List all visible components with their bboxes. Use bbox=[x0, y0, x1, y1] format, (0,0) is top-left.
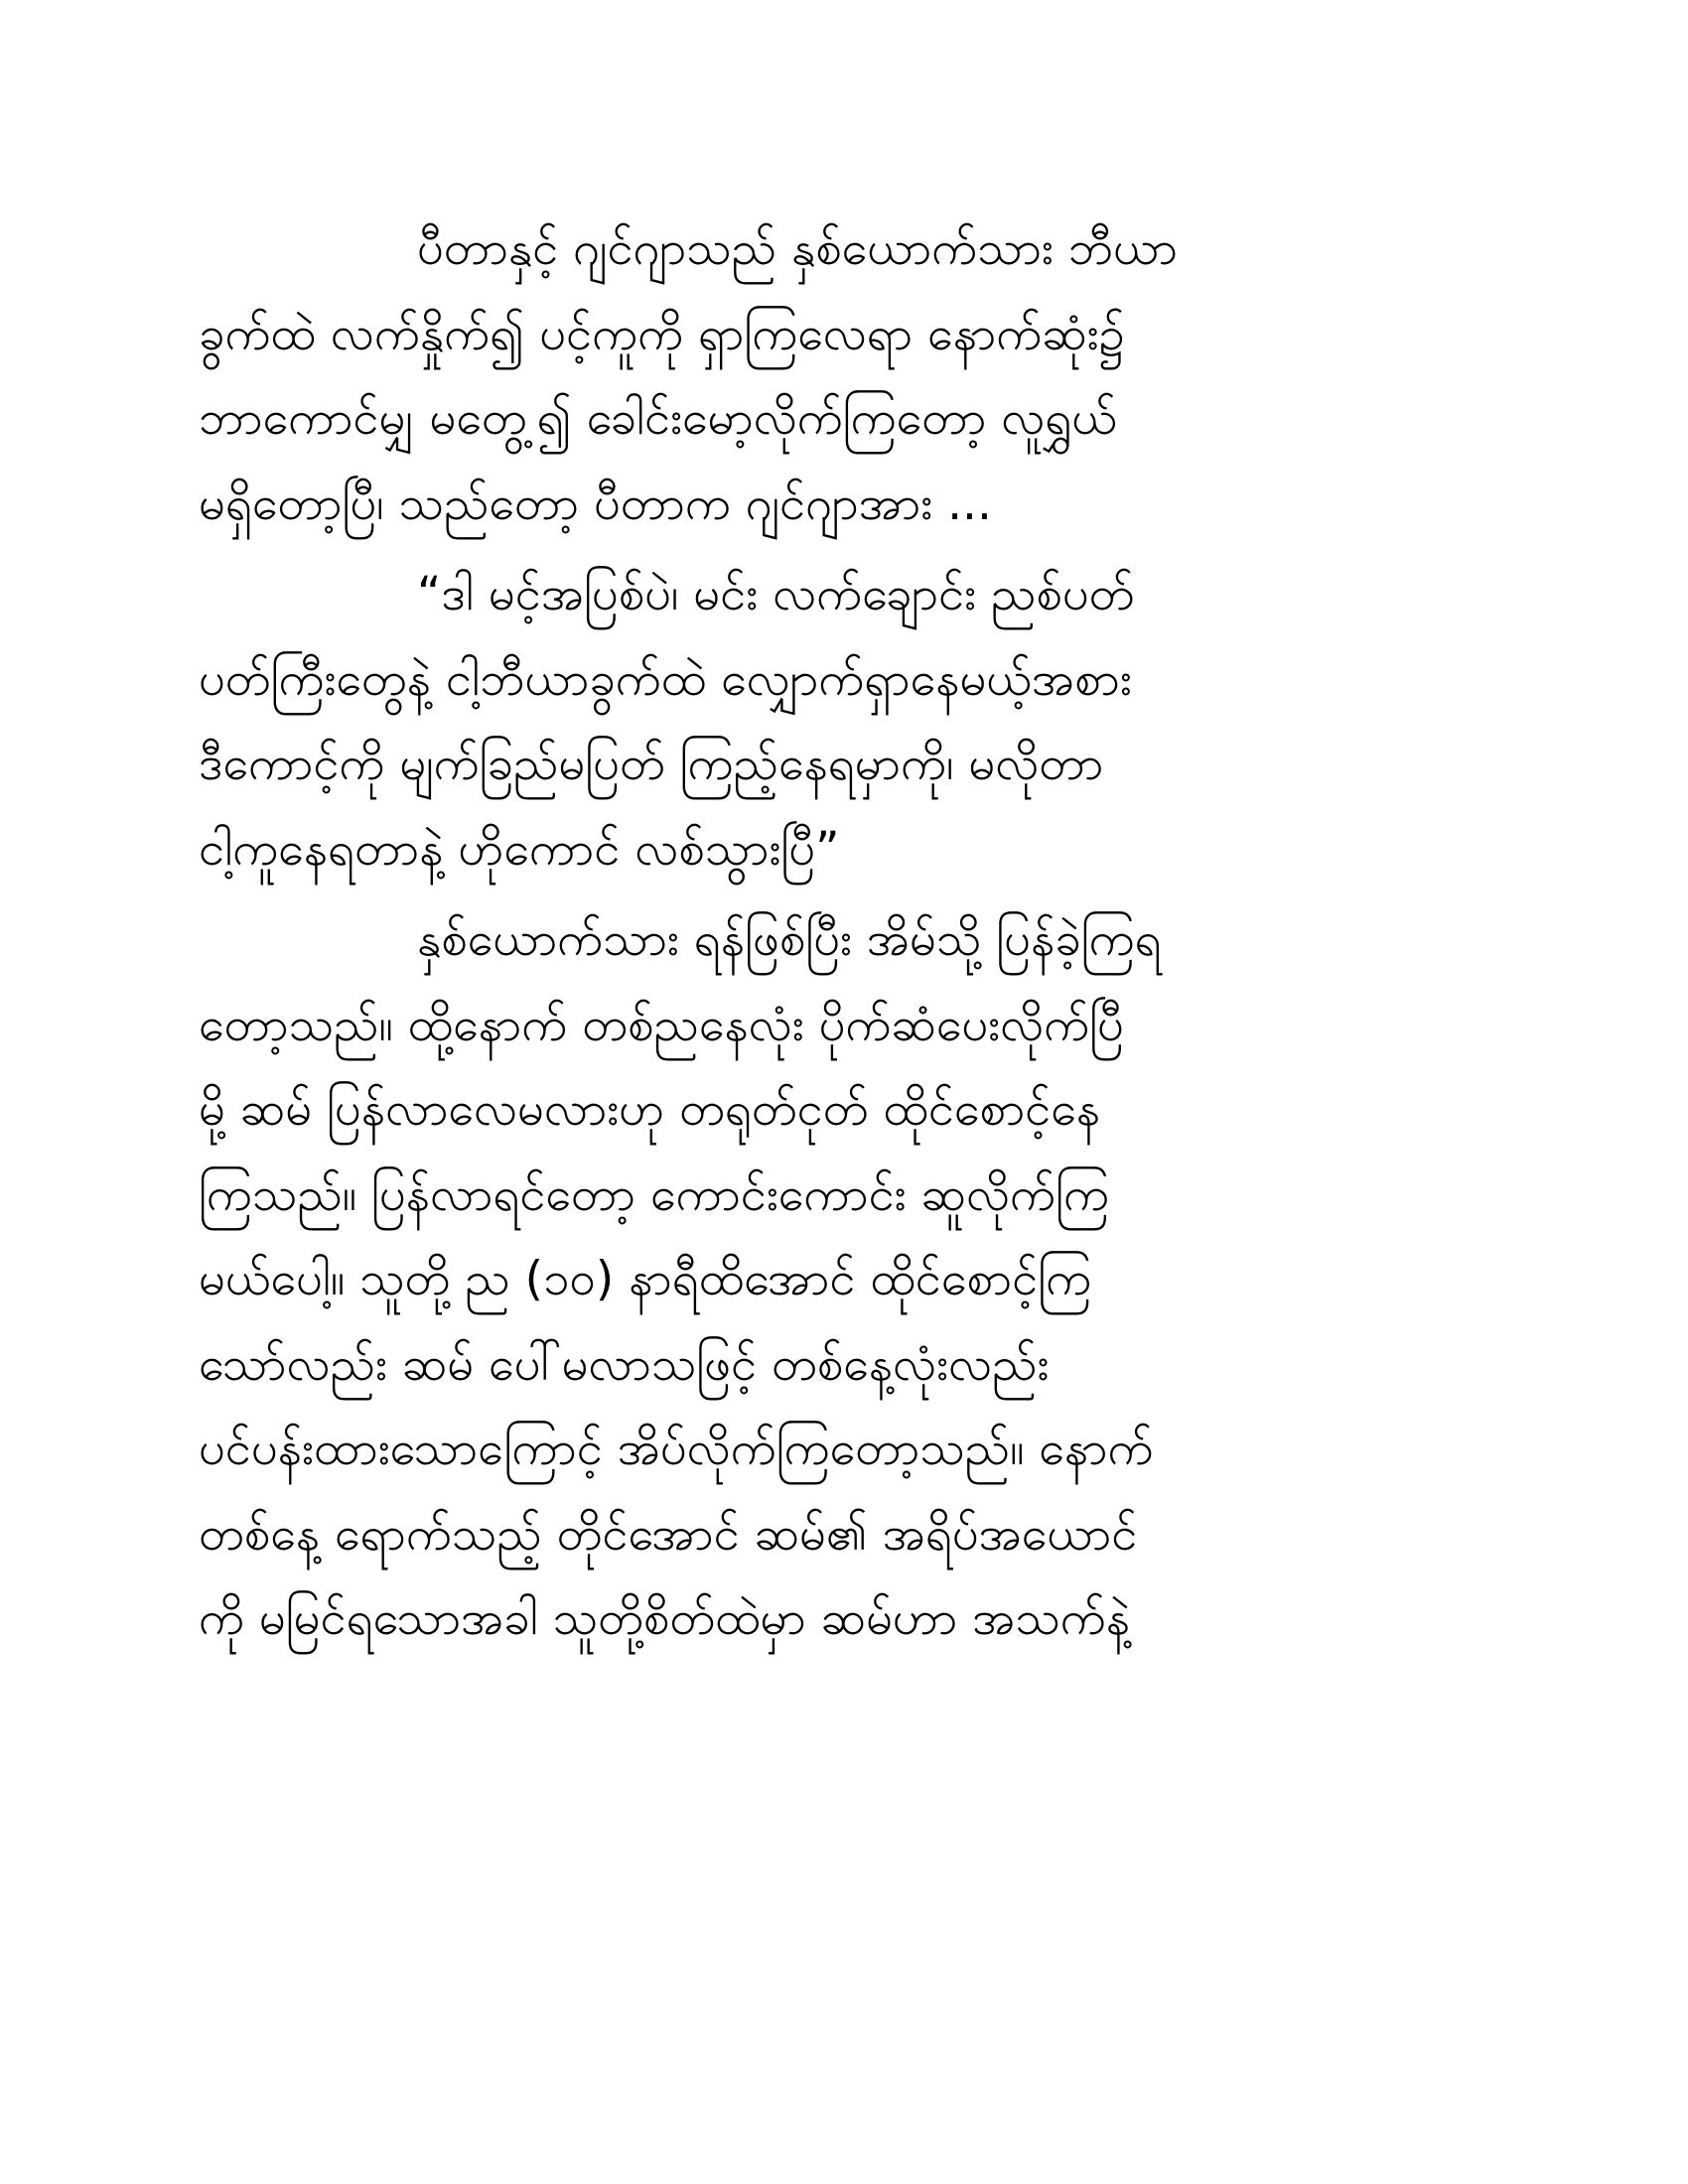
paragraph-line: မရှိတော့ပြီ၊ သည်တော့ ပီတာက ဂျင်ဂျာအား ... bbox=[199, 476, 992, 531]
paragraph-line: တစ်နေ့ ရောက်သည့် တိုင်အောင် ဆမ်၏ အရိပ်အယောင် bbox=[199, 1506, 1138, 1562]
paragraph-line: တော့သည်။ ထို့နောက် တစ်ညနေလုံး ပိုက်ဆံပေးလိုက်ပြီ bbox=[199, 997, 1124, 1052]
paragraph-line: နှစ်ယောက်သား ရန်ဖြစ်ပြီး အိမ်သို့ ပြန်ခဲ့ကြရ bbox=[417, 912, 1162, 967]
paragraph-1 bbox=[199, 206, 1489, 546]
paragraph-line: မယ်ပေါ့။ သူတို့ ည (၁၀) နာရီထိအောင် ထိုင်စောင့်ကြ bbox=[199, 1252, 1092, 1306]
paragraph-line: မို့ ဆမ် ပြန်လာလေမလားဟု တရုတ်ငုတ် ထိုင်စောင့်နေ bbox=[199, 1082, 1101, 1137]
story-text bbox=[199, 206, 1489, 1668]
paragraph-line: ကို မမြင်ရသောအခါ သူတို့စိတ်ထဲမှာ ဆမ်ဟာ အသက်နဲ့ bbox=[199, 1591, 1131, 1646]
paragraph-line: ခွက်ထဲ လက်နှိုက်၍ ပင့်ကူကို ရှာကြလေရာ နောက်ဆုံး၌ bbox=[199, 306, 1125, 361]
paragraph-line: ပီတာနှင့် ဂျင်ဂျာသည် နှစ်ယောက်သား ဘီယာ bbox=[417, 221, 1178, 276]
paragraph-line: ဘာကောင်မျှ မတွေ့၍ ခေါင်းမော့လိုက်ကြတော့ လူရွှယ် bbox=[199, 391, 1117, 446]
paragraph-line: ဒီကောင့်ကို မျက်ခြည်မပြတ် ကြည့်နေရမှာကို၊ မလိုတာ bbox=[199, 737, 1104, 791]
paragraph-line: ပတ်ကြီးတွေနဲ့ ငါ့ဘီယာခွက်ထဲ လျှောက်ရှာနေမယ့်အစား bbox=[199, 651, 1132, 707]
paragraph-line: ကြသည်။ ပြန်လာရင်တော့ ကောင်းကောင်း ဆူလိုက်ကြ bbox=[199, 1166, 1109, 1222]
paragraph-line: သော်လည်း ဆမ် ပေါ်မလာသဖြင့် တစ်နေ့လုံးလည်း bbox=[199, 1336, 1050, 1392]
paragraph-3 bbox=[199, 897, 1489, 1662]
paragraph-2-dialogue bbox=[199, 552, 1489, 891]
paragraph-line: “ဒါ မင့်အပြစ်ပဲ၊ မင်း လက်ချောင်း ညစ်ပတ် bbox=[417, 567, 1135, 621]
paragraph-line: ပင်ပန်းထားသောကြောင့် အိပ်လိုက်ကြတော့သည်။ နောက် bbox=[199, 1422, 1154, 1476]
paragraph-line: ငါ့ကူနေရတာနဲ့ ဟိုကောင် လစ်သွားပြီ” bbox=[199, 821, 840, 877]
